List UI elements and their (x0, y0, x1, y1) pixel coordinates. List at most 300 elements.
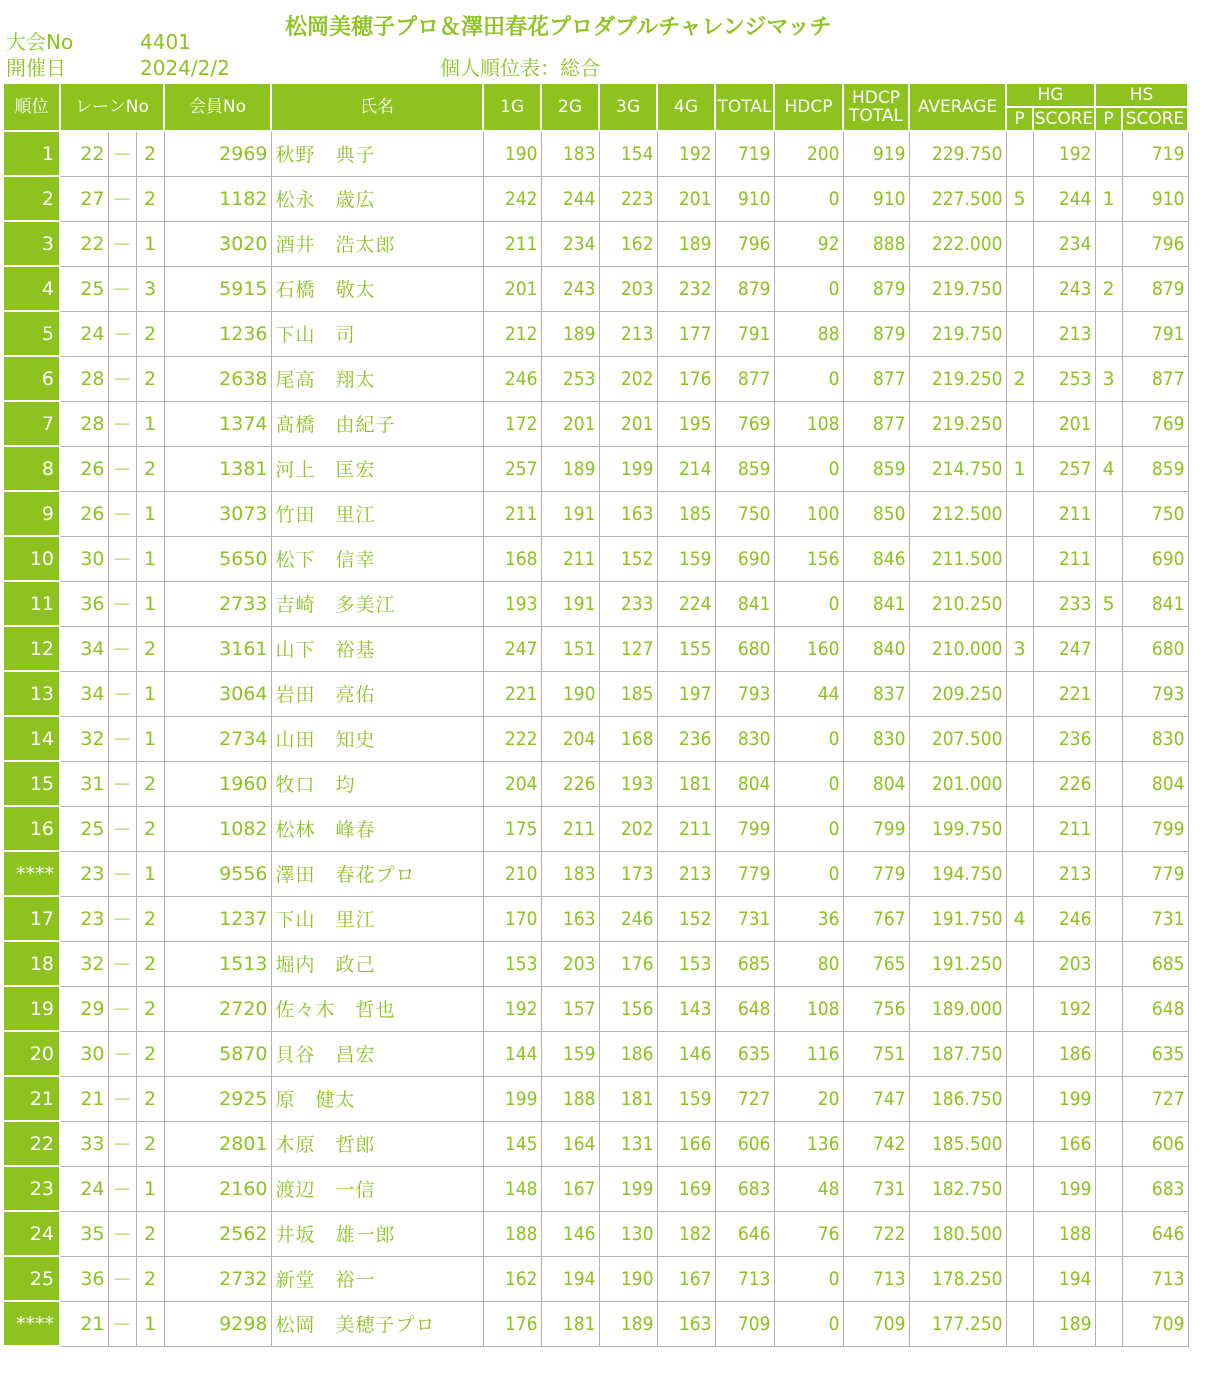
game3-cell: 186 (599, 1031, 657, 1076)
hs-place-cell (1095, 221, 1122, 266)
game4-cell: 146 (657, 1031, 715, 1076)
lane-cell: 21 (60, 1301, 108, 1346)
average-cell: 201.000 (909, 761, 1006, 806)
lane-separator: － (108, 266, 136, 311)
rank-cell: **** (3, 851, 60, 896)
game2-cell: 189 (541, 311, 599, 356)
hdcp-total-cell: 850 (843, 491, 909, 536)
lane-separator: － (108, 671, 136, 716)
hdcp-cell: 0 (774, 581, 843, 626)
table-row (3, 941, 1188, 986)
hg-score-cell: 236 (1033, 716, 1095, 761)
hg-score-cell: 221 (1033, 671, 1095, 716)
hs-score-cell: 796 (1122, 221, 1188, 266)
hg-place-cell (1006, 851, 1033, 896)
player-name-cell: 原 健太 (271, 1076, 483, 1121)
total-cell: 713 (715, 1256, 774, 1301)
game4-cell: 185 (657, 491, 715, 536)
total-cell: 648 (715, 986, 774, 1031)
lane-cell: 30 (60, 536, 108, 581)
hdcp-cell: 200 (774, 131, 843, 176)
col-name: 氏名 (271, 83, 483, 131)
col-hg: HG (1006, 83, 1095, 107)
lane-sub-cell: 2 (136, 1256, 164, 1301)
lane-sub-cell: 1 (136, 1166, 164, 1211)
hs-place-cell (1095, 1211, 1122, 1256)
rank-cell: 22 (3, 1121, 60, 1166)
game3-cell: 185 (599, 671, 657, 716)
game1-cell: 144 (483, 1031, 541, 1076)
tournament-label: 大会No (6, 30, 74, 54)
hs-score-cell: 830 (1122, 716, 1188, 761)
hs-score-cell: 683 (1122, 1166, 1188, 1211)
hdcp-cell: 44 (774, 671, 843, 716)
lane-cell: 30 (60, 1031, 108, 1076)
col-hs-score: SCORE (1122, 107, 1188, 131)
hs-score-cell: 685 (1122, 941, 1188, 986)
hs-place-cell (1095, 311, 1122, 356)
average-cell: 177.250 (909, 1301, 1006, 1346)
col-lane: レーンNo (60, 83, 164, 131)
game1-cell: 204 (483, 761, 541, 806)
lane-separator: － (108, 1076, 136, 1121)
lane-sub-cell: 2 (136, 941, 164, 986)
average-cell: 219.750 (909, 311, 1006, 356)
table-row (3, 536, 1188, 581)
total-cell: 685 (715, 941, 774, 986)
average-cell: 191.250 (909, 941, 1006, 986)
game3-cell: 154 (599, 131, 657, 176)
hdcp-total-cell: 731 (843, 1166, 909, 1211)
lane-cell: 23 (60, 896, 108, 941)
player-name-cell: 松下 信幸 (271, 536, 483, 581)
lane-cell: 36 (60, 581, 108, 626)
member-number-cell: 2720 (164, 986, 271, 1031)
player-name-cell: 下山 里江 (271, 896, 483, 941)
lane-sub-cell: 2 (136, 1211, 164, 1256)
page-title: 松岡美穂子プロ＆澤田春花プロダブルチャレンジマッチ (285, 15, 832, 40)
hdcp-total-cell: 879 (843, 311, 909, 356)
lane-separator: － (108, 806, 136, 851)
table-row (3, 356, 1188, 401)
hg-score-cell: 234 (1033, 221, 1095, 266)
game2-cell: 163 (541, 896, 599, 941)
lane-cell: 32 (60, 941, 108, 986)
hdcp-total-cell: 767 (843, 896, 909, 941)
hs-place-cell (1095, 851, 1122, 896)
game4-cell: 197 (657, 671, 715, 716)
hs-score-cell: 606 (1122, 1121, 1188, 1166)
lane-cell: 25 (60, 806, 108, 851)
lane-sub-cell: 1 (136, 851, 164, 896)
game1-cell: 222 (483, 716, 541, 761)
member-number-cell: 2638 (164, 356, 271, 401)
member-number-cell: 2160 (164, 1166, 271, 1211)
lane-cell: 32 (60, 716, 108, 761)
hs-score-cell: 727 (1122, 1076, 1188, 1121)
table-row (3, 1166, 1188, 1211)
lane-separator: － (108, 581, 136, 626)
hg-score-cell: 226 (1033, 761, 1095, 806)
lane-sub-cell: 2 (136, 311, 164, 356)
game1-cell: 212 (483, 311, 541, 356)
game2-cell: 188 (541, 1076, 599, 1121)
member-number-cell: 3020 (164, 221, 271, 266)
game1-cell: 246 (483, 356, 541, 401)
game2-cell: 211 (541, 806, 599, 851)
rank-cell: 14 (3, 716, 60, 761)
hdcp-cell: 100 (774, 491, 843, 536)
game3-cell: 213 (599, 311, 657, 356)
hg-place-cell: 3 (1006, 626, 1033, 671)
hg-place-cell (1006, 401, 1033, 446)
col-hdcp-total-line1: HDCP (852, 88, 900, 108)
table-row (3, 176, 1188, 221)
member-number-cell: 3161 (164, 626, 271, 671)
average-cell: 219.250 (909, 401, 1006, 446)
lane-separator: － (108, 221, 136, 266)
lane-separator: － (108, 1166, 136, 1211)
game2-cell: 167 (541, 1166, 599, 1211)
game4-cell: 214 (657, 446, 715, 491)
hg-place-cell (1006, 491, 1033, 536)
player-name-cell: 貝谷 昌宏 (271, 1031, 483, 1076)
lane-cell: 35 (60, 1211, 108, 1256)
hdcp-cell: 160 (774, 626, 843, 671)
lane-sub-cell: 1 (136, 716, 164, 761)
hs-place-cell (1095, 761, 1122, 806)
game2-cell: 183 (541, 131, 599, 176)
hg-place-cell (1006, 311, 1033, 356)
lane-cell: 29 (60, 986, 108, 1031)
game1-cell: 242 (483, 176, 541, 221)
hg-place-cell (1006, 716, 1033, 761)
lane-sub-cell: 1 (136, 536, 164, 581)
member-number-cell: 2925 (164, 1076, 271, 1121)
hg-score-cell: 194 (1033, 1256, 1095, 1301)
game3-cell: 156 (599, 986, 657, 1031)
table-row (3, 131, 1188, 176)
average-cell: 186.750 (909, 1076, 1006, 1121)
hdcp-total-cell: 840 (843, 626, 909, 671)
hs-place-cell (1095, 896, 1122, 941)
hs-place-cell (1095, 1256, 1122, 1301)
game2-cell: 253 (541, 356, 599, 401)
member-number-cell: 1082 (164, 806, 271, 851)
hg-score-cell: 166 (1033, 1121, 1095, 1166)
member-number-cell: 1381 (164, 446, 271, 491)
lane-separator: － (108, 626, 136, 671)
game3-cell: 130 (599, 1211, 657, 1256)
member-number-cell: 1182 (164, 176, 271, 221)
total-cell: 804 (715, 761, 774, 806)
total-cell: 796 (715, 221, 774, 266)
game3-cell: 233 (599, 581, 657, 626)
game1-cell: 145 (483, 1121, 541, 1166)
rank-cell: 4 (3, 266, 60, 311)
hg-score-cell: 192 (1033, 131, 1095, 176)
total-cell: 680 (715, 626, 774, 671)
game1-cell: 201 (483, 266, 541, 311)
game4-cell: 176 (657, 356, 715, 401)
hdcp-cell: 80 (774, 941, 843, 986)
table-row (3, 806, 1188, 851)
col-hdcp-total (843, 83, 909, 131)
player-name-cell: 新堂 裕一 (271, 1256, 483, 1301)
game2-cell: 159 (541, 1031, 599, 1076)
member-number-cell: 3064 (164, 671, 271, 716)
hg-score-cell: 186 (1033, 1031, 1095, 1076)
player-name-cell: 酒井 浩太郎 (271, 221, 483, 266)
lane-cell: 34 (60, 671, 108, 716)
table-row (3, 986, 1188, 1031)
lane-separator: － (108, 401, 136, 446)
game3-cell: 199 (599, 446, 657, 491)
lane-separator: － (108, 536, 136, 581)
lane-cell: 27 (60, 176, 108, 221)
game2-cell: 204 (541, 716, 599, 761)
lane-separator: － (108, 1121, 136, 1166)
average-cell: 185.500 (909, 1121, 1006, 1166)
game4-cell: 224 (657, 581, 715, 626)
member-number-cell: 3073 (164, 491, 271, 536)
total-cell: 709 (715, 1301, 774, 1346)
hs-place-cell (1095, 671, 1122, 716)
average-cell: 178.250 (909, 1256, 1006, 1301)
member-number-cell: 2732 (164, 1256, 271, 1301)
game4-cell: 211 (657, 806, 715, 851)
rank-cell: 2 (3, 176, 60, 221)
hg-place-cell (1006, 221, 1033, 266)
lane-cell: 24 (60, 1166, 108, 1211)
hg-place-cell (1006, 1301, 1033, 1346)
lane-sub-cell: 2 (136, 806, 164, 851)
game3-cell: 202 (599, 356, 657, 401)
game4-cell: 189 (657, 221, 715, 266)
lane-separator: － (108, 716, 136, 761)
player-name-cell: 佐々木 哲也 (271, 986, 483, 1031)
game1-cell: 175 (483, 806, 541, 851)
lane-sub-cell: 1 (136, 401, 164, 446)
average-cell: 219.750 (909, 266, 1006, 311)
rank-cell: 9 (3, 491, 60, 536)
hdcp-cell: 0 (774, 761, 843, 806)
hdcp-cell: 0 (774, 1256, 843, 1301)
game4-cell: 159 (657, 536, 715, 581)
member-number-cell: 2801 (164, 1121, 271, 1166)
average-cell: 222.000 (909, 221, 1006, 266)
lane-cell: 34 (60, 626, 108, 671)
lane-sub-cell: 1 (136, 1301, 164, 1346)
hs-place-cell (1095, 491, 1122, 536)
col-hg-score: SCORE (1034, 109, 1094, 129)
lane-cell: 24 (60, 311, 108, 356)
hs-score-cell: 713 (1122, 1256, 1188, 1301)
hdcp-total-cell: 765 (843, 941, 909, 986)
member-number-cell: 5915 (164, 266, 271, 311)
hs-place-cell (1095, 1301, 1122, 1346)
game2-cell: 151 (541, 626, 599, 671)
game1-cell: 172 (483, 401, 541, 446)
hs-score-cell: 859 (1122, 446, 1188, 491)
average-cell: 211.500 (909, 536, 1006, 581)
table-row (3, 221, 1188, 266)
lane-cell: 33 (60, 1121, 108, 1166)
rank-cell: **** (3, 1301, 60, 1346)
hdcp-cell: 0 (774, 851, 843, 896)
total-cell: 779 (715, 851, 774, 896)
lane-separator: － (108, 311, 136, 356)
game1-cell: 168 (483, 536, 541, 581)
table-row (3, 401, 1188, 446)
hdcp-total-cell: 799 (843, 806, 909, 851)
average-cell: 210.250 (909, 581, 1006, 626)
hg-score-cell: 244 (1033, 176, 1095, 221)
rank-cell: 13 (3, 671, 60, 716)
hdcp-total-cell: 722 (843, 1211, 909, 1256)
rank-cell: 5 (3, 311, 60, 356)
page-subtitle: 個人順位表：総合 (440, 56, 600, 80)
hg-score-cell: 253 (1033, 356, 1095, 401)
hdcp-total-cell: 859 (843, 446, 909, 491)
game1-cell: 170 (483, 896, 541, 941)
table-row (3, 266, 1188, 311)
game4-cell: 182 (657, 1211, 715, 1256)
game3-cell: 246 (599, 896, 657, 941)
hs-place-cell: 1 (1095, 176, 1122, 221)
date-value: 2024/2/2 (140, 56, 230, 80)
col-hdcp-total-line2: TOTAL (849, 106, 903, 126)
game1-cell: 211 (483, 221, 541, 266)
lane-separator: － (108, 446, 136, 491)
lane-sub-cell: 1 (136, 491, 164, 536)
hs-score-cell: 779 (1122, 851, 1188, 896)
game2-cell: 191 (541, 491, 599, 536)
hg-place-cell (1006, 806, 1033, 851)
game3-cell: 181 (599, 1076, 657, 1121)
total-cell: 727 (715, 1076, 774, 1121)
total-cell: 769 (715, 401, 774, 446)
game4-cell: 163 (657, 1301, 715, 1346)
player-name-cell: 下山 司 (271, 311, 483, 356)
col-g2: 2G (541, 83, 599, 131)
col-g3: 3G (599, 83, 657, 131)
total-cell: 791 (715, 311, 774, 356)
hs-score-cell: 719 (1122, 131, 1188, 176)
hs-score-cell: 877 (1122, 356, 1188, 401)
hg-score-cell: 199 (1033, 1076, 1095, 1121)
rank-cell: 1 (3, 131, 60, 176)
hs-place-cell (1095, 401, 1122, 446)
game3-cell: 152 (599, 536, 657, 581)
col-hdcp: HDCP (774, 83, 843, 131)
rank-cell: 10 (3, 536, 60, 581)
hs-place-cell (1095, 131, 1122, 176)
hs-place-cell: 5 (1095, 581, 1122, 626)
game4-cell: 159 (657, 1076, 715, 1121)
table-row (3, 626, 1188, 671)
hg-score-cell: 257 (1033, 446, 1095, 491)
game1-cell: 162 (483, 1256, 541, 1301)
lane-sub-cell: 2 (136, 761, 164, 806)
lane-cell: 28 (60, 356, 108, 401)
average-cell: 182.750 (909, 1166, 1006, 1211)
hs-place-cell (1095, 1031, 1122, 1076)
game1-cell: 190 (483, 131, 541, 176)
hdcp-total-cell: 713 (843, 1256, 909, 1301)
lane-separator: － (108, 851, 136, 896)
game1-cell: 257 (483, 446, 541, 491)
lane-cell: 26 (60, 446, 108, 491)
lane-sub-cell: 2 (136, 1031, 164, 1076)
hs-place-cell (1095, 1076, 1122, 1121)
total-cell: 683 (715, 1166, 774, 1211)
member-number-cell: 2734 (164, 716, 271, 761)
hdcp-total-cell: 804 (843, 761, 909, 806)
hg-score-cell: 188 (1033, 1211, 1095, 1256)
game4-cell: 167 (657, 1256, 715, 1301)
game2-cell: 157 (541, 986, 599, 1031)
game4-cell: 169 (657, 1166, 715, 1211)
member-number-cell: 1513 (164, 941, 271, 986)
hdcp-total-cell: 841 (843, 581, 909, 626)
average-cell: 191.750 (909, 896, 1006, 941)
hg-place-cell (1006, 1031, 1033, 1076)
hs-place-cell (1095, 536, 1122, 581)
game1-cell: 193 (483, 581, 541, 626)
lane-separator: － (108, 986, 136, 1031)
player-name-cell: 石橋 敬太 (271, 266, 483, 311)
table-row (3, 671, 1188, 716)
lane-sub-cell: 3 (136, 266, 164, 311)
table-row (3, 851, 1188, 896)
hdcp-cell: 0 (774, 356, 843, 401)
lane-sub-cell: 2 (136, 896, 164, 941)
hs-score-cell: 879 (1122, 266, 1188, 311)
total-cell: 719 (715, 131, 774, 176)
hs-score-cell: 648 (1122, 986, 1188, 1031)
hs-place-cell (1095, 716, 1122, 761)
col-g4: 4G (657, 83, 715, 131)
table-row (3, 1076, 1188, 1121)
game3-cell: 127 (599, 626, 657, 671)
member-number-cell: 1236 (164, 311, 271, 356)
game4-cell: 181 (657, 761, 715, 806)
member-number-cell: 1960 (164, 761, 271, 806)
table-row (3, 761, 1188, 806)
game4-cell: 195 (657, 401, 715, 446)
average-cell: 209.250 (909, 671, 1006, 716)
table-row (3, 581, 1188, 626)
hg-place-cell (1006, 986, 1033, 1031)
hs-score-cell: 690 (1122, 536, 1188, 581)
hg-place-cell: 1 (1006, 446, 1033, 491)
player-name-cell: 松永 歳広 (271, 176, 483, 221)
hs-score-cell: 910 (1122, 176, 1188, 221)
table-row (3, 446, 1188, 491)
game1-cell: 153 (483, 941, 541, 986)
hs-score-cell: 799 (1122, 806, 1188, 851)
hg-score-cell: 203 (1033, 941, 1095, 986)
hdcp-total-cell: 877 (843, 401, 909, 446)
player-name-cell: 髙橋 由紀子 (271, 401, 483, 446)
lane-separator: － (108, 1256, 136, 1301)
hdcp-cell: 0 (774, 806, 843, 851)
hg-score-cell: 192 (1033, 986, 1095, 1031)
total-cell: 877 (715, 356, 774, 401)
hdcp-cell: 76 (774, 1211, 843, 1256)
member-number-cell: 2733 (164, 581, 271, 626)
